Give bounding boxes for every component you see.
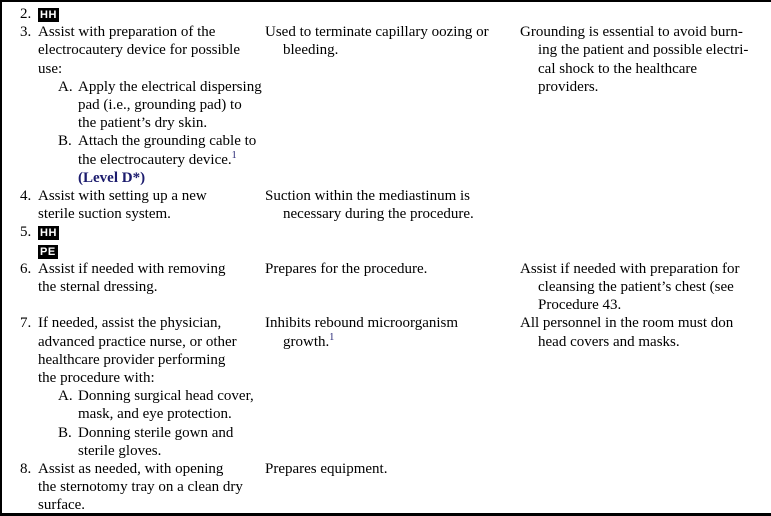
text-line: the patient’s dry skin. (78, 115, 208, 132)
rationale-cell (265, 187, 520, 223)
step-number: 7. (20, 315, 32, 332)
text-line: the procedure with: (38, 370, 155, 387)
text-line (78, 151, 265, 169)
procedure-row (2, 5, 771, 23)
step-body (38, 23, 265, 187)
substep-a (58, 78, 265, 133)
rationale-cell (265, 314, 520, 350)
step-body (38, 314, 265, 460)
text-line: ing the patient and possible electri- (538, 42, 749, 59)
text-line: the sternal dressing. (38, 279, 158, 296)
text-line: providers. (538, 78, 599, 95)
evidence-level-label: (Level D*) (78, 169, 146, 186)
step-cell (2, 314, 265, 460)
reference-superscript: 1 (329, 331, 335, 343)
text-line: Assist as needed, with opening (38, 461, 224, 478)
text-line: advanced practice nurse, or other (38, 333, 237, 350)
substep-letter: A. (58, 78, 73, 95)
substep-b (58, 424, 265, 460)
text-line (265, 333, 520, 351)
considerations-cell (520, 314, 771, 350)
reference-superscript: 1 (231, 149, 237, 161)
considerations-cell (520, 23, 771, 96)
step-body (38, 187, 265, 223)
substep-b (58, 132, 265, 187)
substep-body (78, 387, 265, 423)
step-number: 2. (20, 6, 32, 22)
text-line: the sternotomy tray on a clean dry (38, 479, 243, 496)
text-line: cleansing the patient’s chest (see (538, 279, 734, 296)
text-line: sterile suction system. (38, 206, 171, 223)
procedure-row (2, 223, 771, 259)
text-line: Suction within the mediastinum is (265, 188, 470, 205)
hand-hygiene-icon: HH (40, 227, 57, 240)
icon-line (38, 5, 265, 23)
procedure-row (2, 460, 771, 515)
rationale-cell (265, 460, 520, 478)
text-line: Procedure 43. (538, 297, 622, 314)
step-body (38, 223, 265, 259)
text-line: Grounding is essential to avoid burn- (520, 24, 743, 41)
text-line: Assist with preparation of the (38, 24, 216, 41)
text-line: All personnel in the room must don (520, 315, 734, 332)
icon-line (38, 242, 265, 260)
step-cell (2, 5, 265, 23)
text-line: sterile gloves. (78, 442, 162, 459)
procedure-row (2, 260, 771, 315)
substep-body (78, 424, 265, 460)
step-body (38, 460, 265, 515)
text-line: Assist if needed with preparation for (520, 260, 740, 277)
text-line: Assist if needed with removing (38, 260, 226, 277)
text-line: Prepares equipment. (265, 461, 388, 478)
text-line: Attach the grounding cable to (78, 133, 257, 150)
step-body (38, 5, 265, 23)
substep-body (78, 78, 265, 133)
substep-letter: B. (58, 133, 72, 150)
text-line: surface. (38, 497, 86, 514)
procedure-row (2, 314, 771, 460)
step-cell (2, 460, 265, 515)
procedure-row (2, 187, 771, 223)
text-line: cal shock to the healthcare (538, 60, 698, 77)
rationale-cell (265, 260, 520, 278)
substep-a (58, 387, 265, 423)
substep-letter: A. (58, 388, 73, 405)
icon-line (38, 223, 265, 241)
step-number: 4. (20, 188, 32, 205)
text-line: Assist with setting up a new (38, 188, 207, 205)
text-line: bleeding. (283, 42, 339, 59)
text-line: Apply the electrical dispersing (78, 78, 262, 95)
substep-body (78, 132, 265, 187)
step-number: 3. (20, 24, 32, 41)
considerations-cell (520, 260, 771, 315)
hand-hygiene-icon: HH (40, 9, 57, 21)
procedure-row (2, 23, 771, 187)
text-line: healthcare provider performing (38, 351, 226, 368)
text-line: If needed, assist the physician, (38, 315, 222, 332)
text-fragment: growth. (283, 333, 330, 350)
text-line: Prepares for the procedure. (265, 260, 428, 277)
text-line: Donning surgical head cover, (78, 388, 254, 405)
substep-letter: B. (58, 424, 72, 441)
personal-protective-equipment-icon: PE (40, 245, 56, 258)
text-line: Donning sterile gown and (78, 424, 234, 441)
text-line: electrocautery device for possible (38, 42, 240, 59)
rationale-cell (265, 23, 520, 59)
text-line: mask, and eye protection. (78, 406, 232, 423)
step-number: 5. (20, 224, 32, 241)
step-cell (2, 187, 265, 223)
text-line: pad (i.e., grounding pad) to (78, 97, 242, 114)
step-number: 8. (20, 461, 32, 478)
text-fragment: the electrocautery device. (78, 151, 232, 168)
step-cell (2, 23, 265, 187)
text-line: Used to terminate capillary oozing or (265, 24, 489, 41)
step-cell (2, 260, 265, 296)
step-cell (2, 223, 265, 259)
text-line: necessary during the procedure. (283, 206, 474, 223)
step-body (38, 260, 265, 296)
text-line: Inhibits rebound microorganism (265, 315, 459, 332)
text-line: use: (38, 60, 63, 77)
text-line: head covers and masks. (538, 333, 680, 350)
step-number: 6. (20, 260, 32, 277)
